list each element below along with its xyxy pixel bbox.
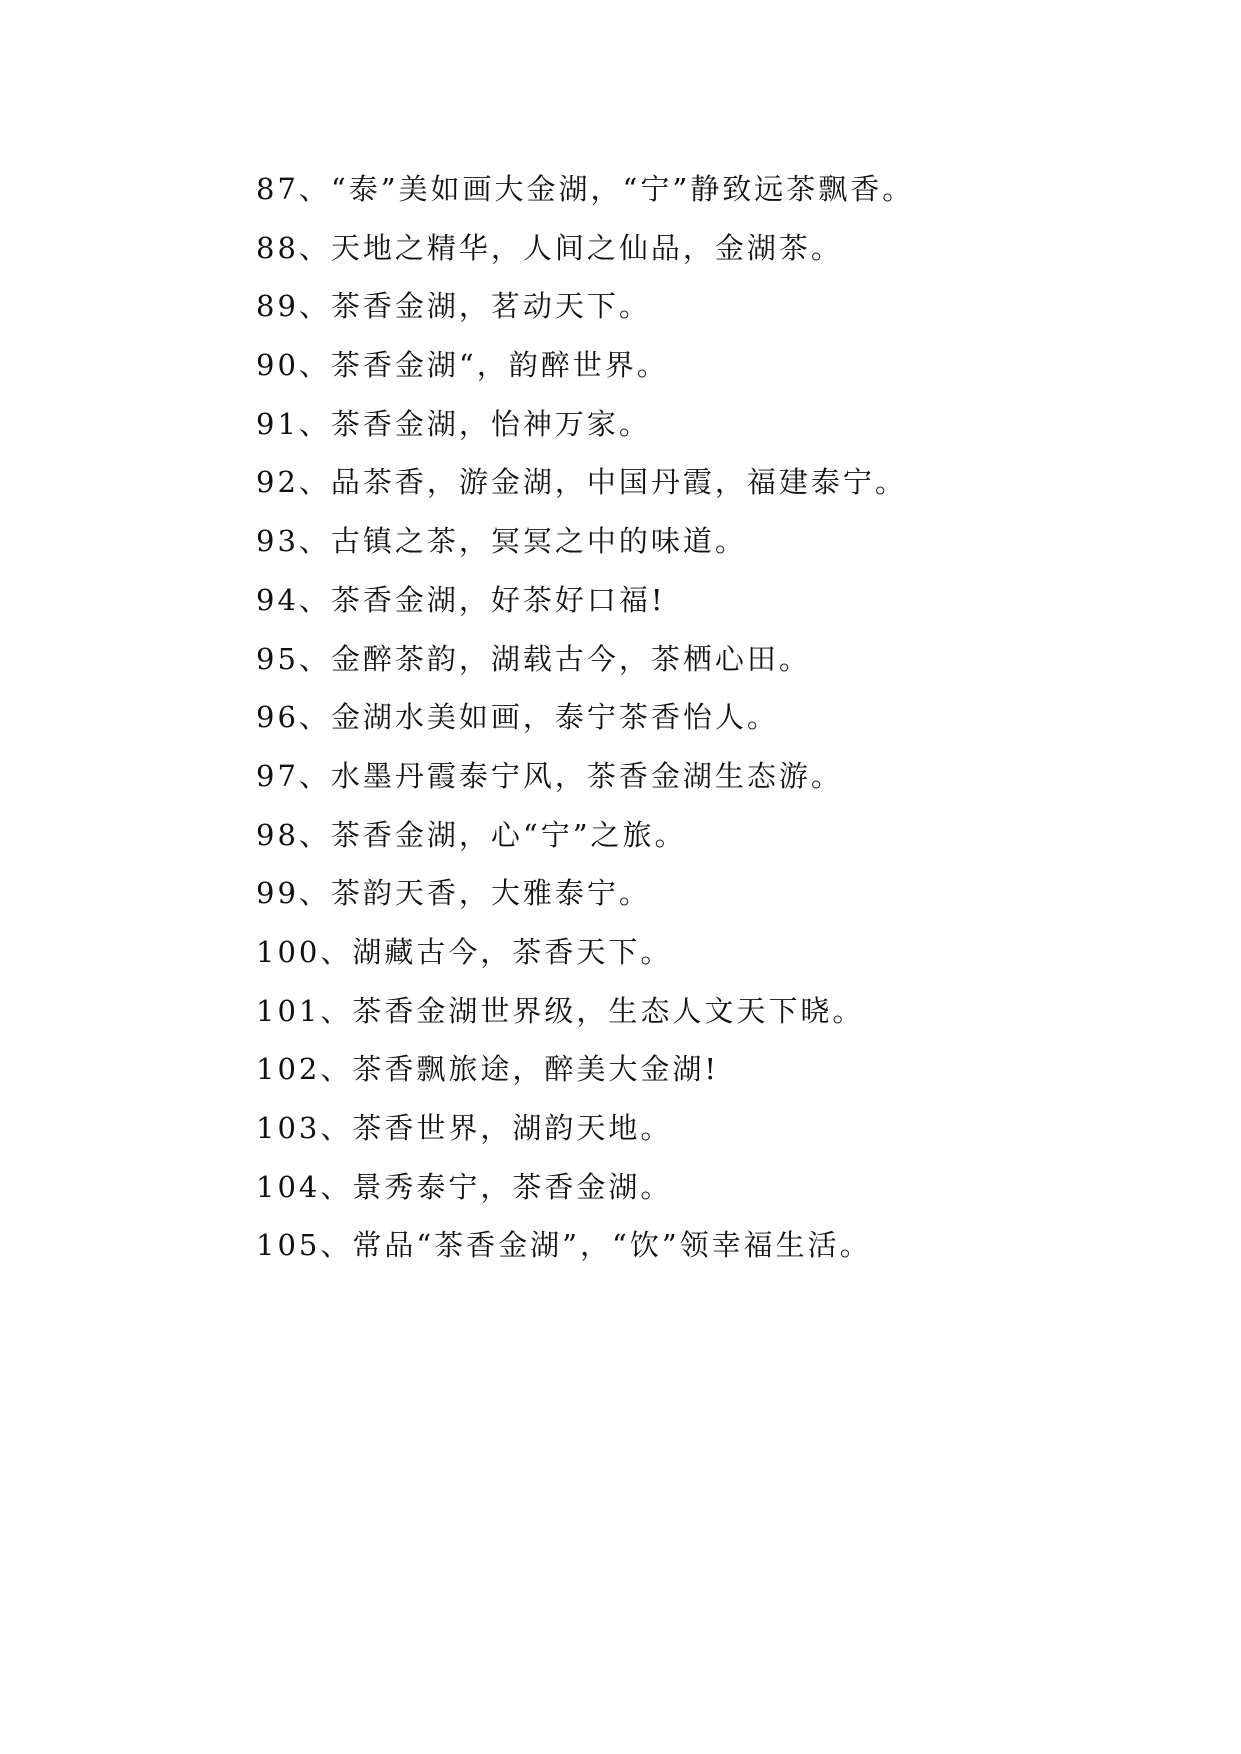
slogan-line: 99、茶韵天香，大雅泰宁。 bbox=[256, 876, 651, 911]
slogan-line: 103、茶香世界，湖韵天地。 bbox=[256, 1111, 673, 1145]
slogan-line: 98、茶香金湖，心“宁”之旅。 bbox=[256, 817, 687, 852]
slogan-line: 104、景秀泰宁，茶香金湖。 bbox=[256, 1169, 673, 1204]
slogan-line: 101、茶香金湖世界级，生态人文天下晓。 bbox=[256, 993, 865, 1028]
slogan-line: 95、金醉茶韵，湖载古今，茶栖心田。 bbox=[256, 641, 811, 676]
slogan-line: 93、古镇之茶，冥冥之中的味道。 bbox=[256, 524, 747, 559]
slogan-line: 89、茶香金湖，茗动天下。 bbox=[256, 289, 651, 324]
slogan-list bbox=[256, 160, 1156, 1275]
slogan-line: 87、“泰”美如画大金湖，“宁”静致远茶飘香。 bbox=[256, 172, 915, 206]
slogan-line: 94、茶香金湖，好茶好口福! bbox=[256, 582, 666, 617]
slogan-line: 91、茶香金湖，怡神万家。 bbox=[256, 406, 651, 441]
slogan-line: 90、茶香金湖“，韵醉世界。 bbox=[256, 348, 669, 383]
slogan-line: 102、茶香飘旅途，醉美大金湖! bbox=[256, 1052, 720, 1087]
slogan-line: 97、水墨丹霞泰宁风，茶香金湖生态游。 bbox=[256, 758, 843, 793]
slogan-line: 100、湖藏古今，茶香天下。 bbox=[256, 934, 673, 969]
slogan-line: 105、常品“茶香金湖”，“饮”领幸福生活。 bbox=[256, 1228, 872, 1263]
slogan-line: 88、天地之精华，人间之仙品，金湖茶。 bbox=[256, 230, 843, 265]
slogan-line: 96、金湖水美如画，泰宁茶香怡人。 bbox=[256, 700, 779, 735]
slogan-line: 92、品茶香，游金湖，中国丹霞，福建泰宁。 bbox=[256, 465, 907, 500]
